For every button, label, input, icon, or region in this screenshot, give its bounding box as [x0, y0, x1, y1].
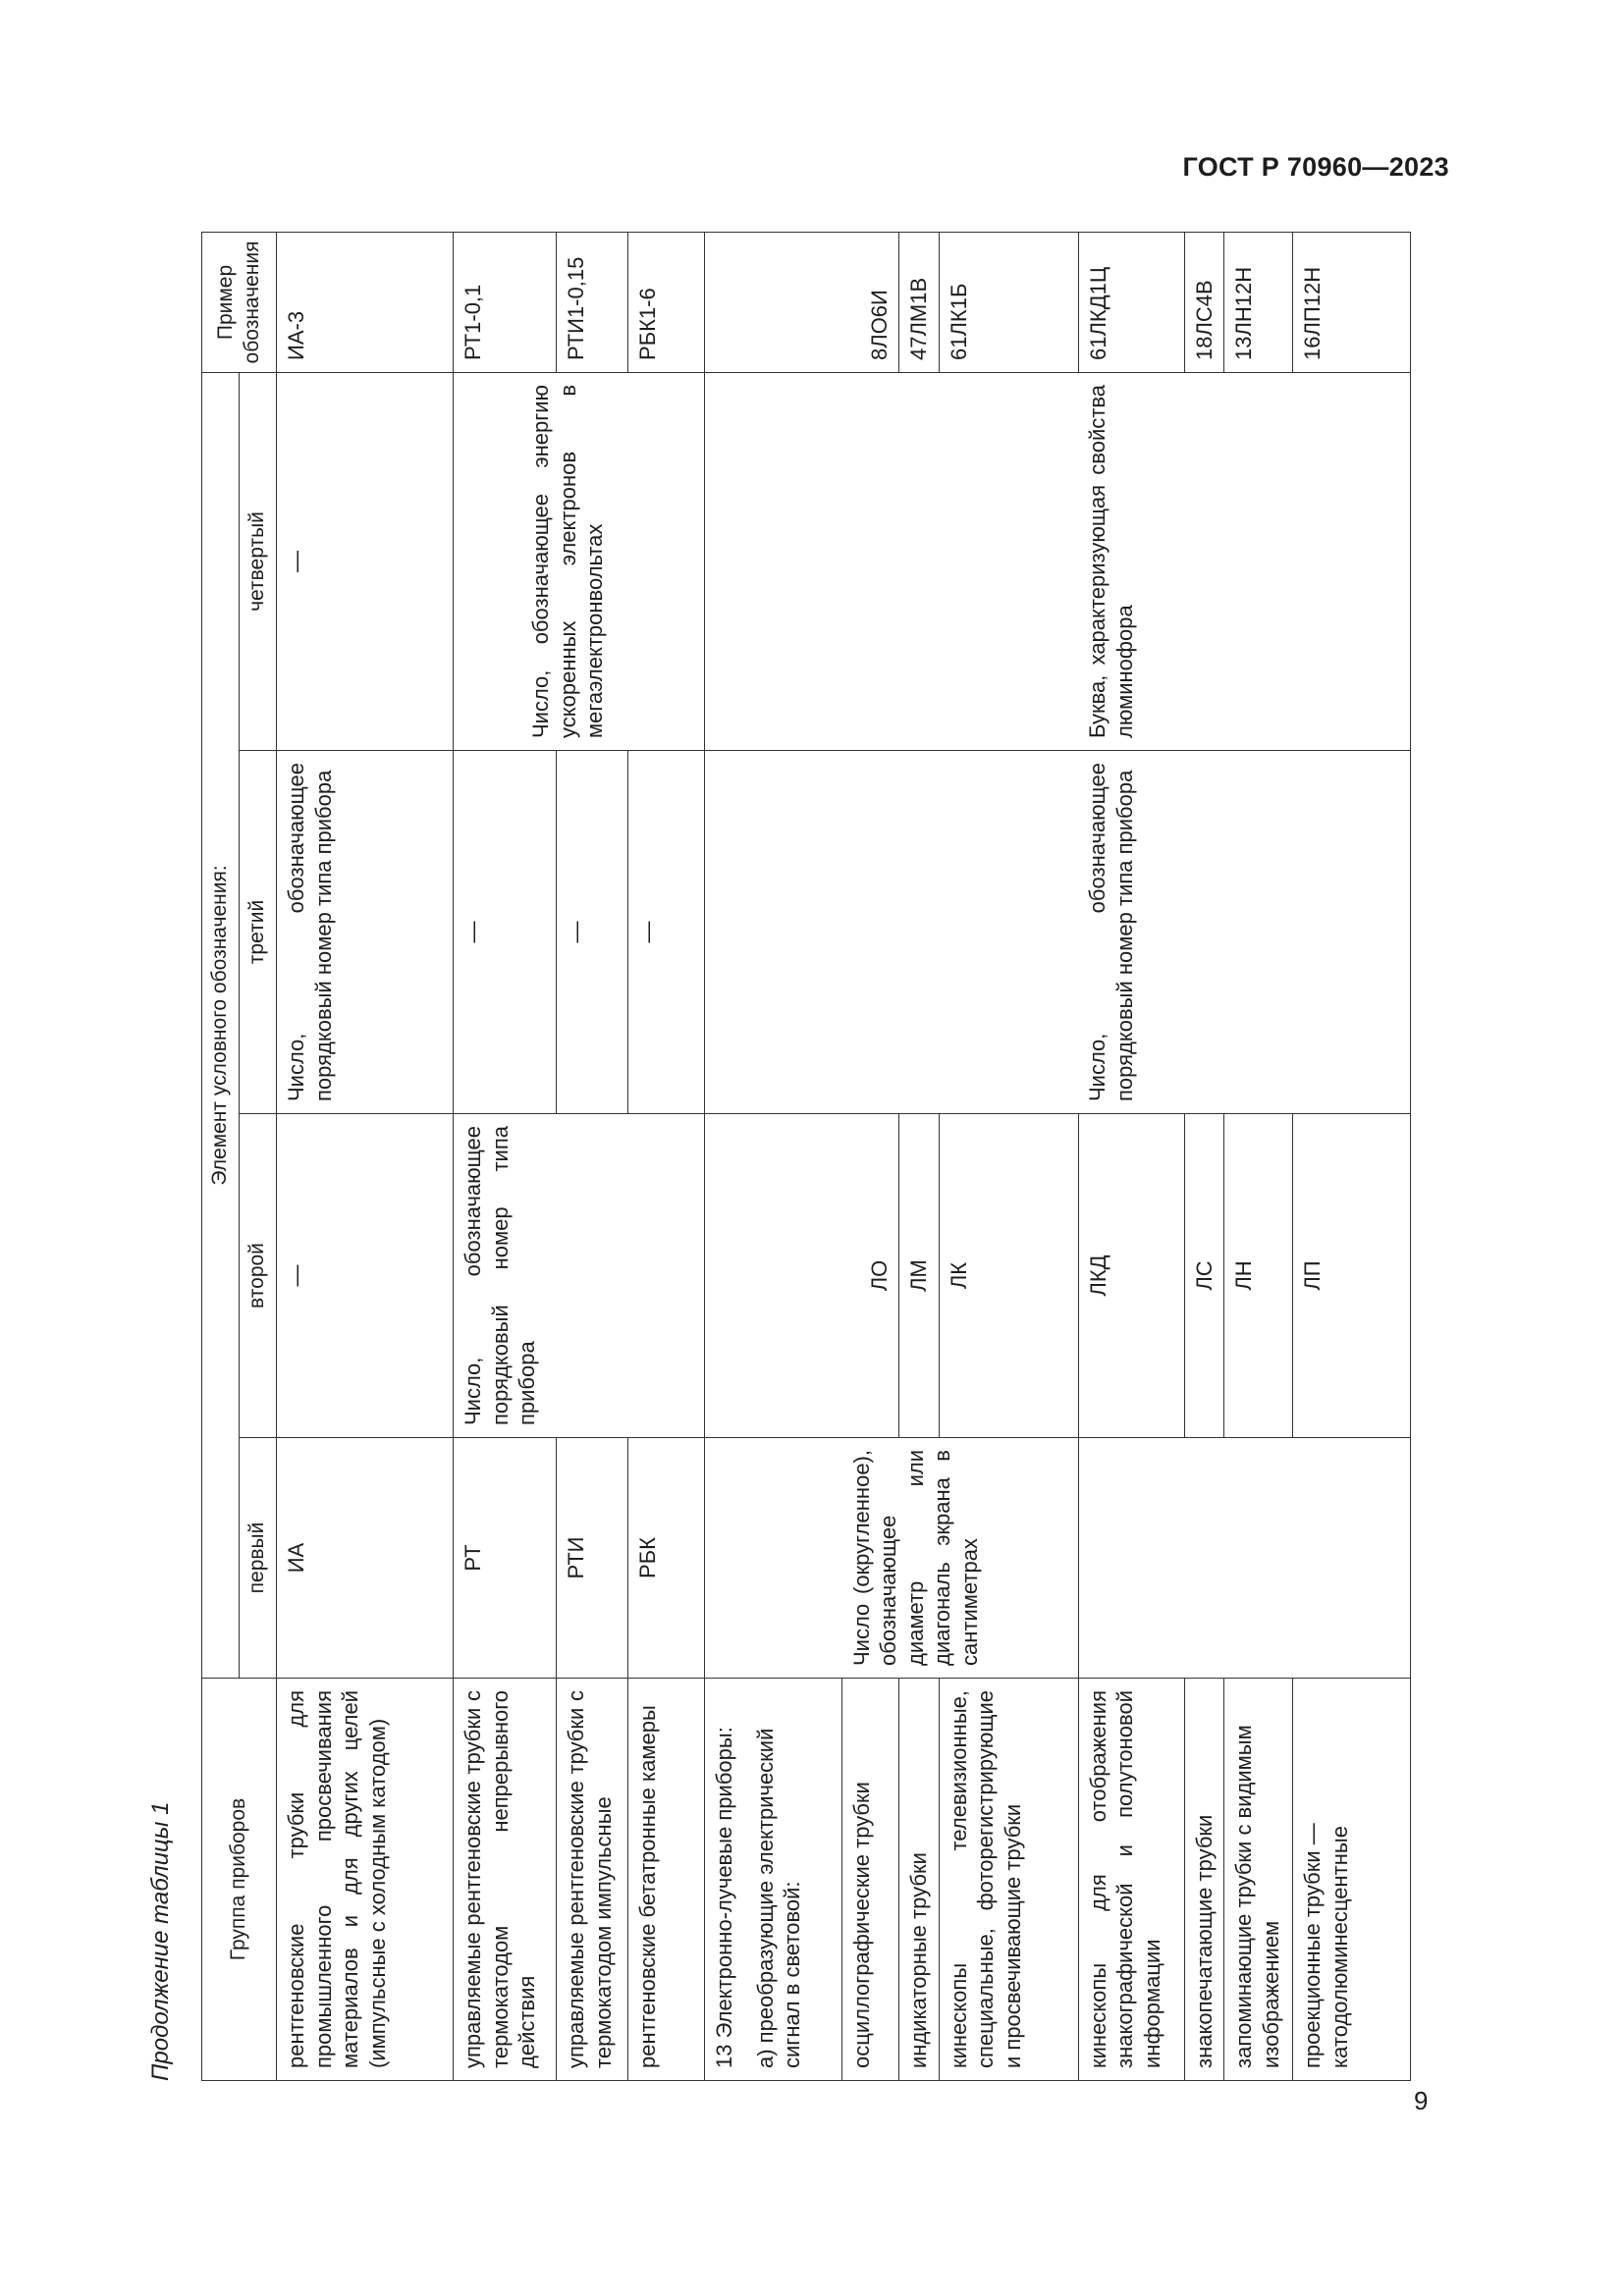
cell-second: Число, обозначающее порядковый номер типа прибора: [454, 1114, 705, 1438]
table-row: [842, 232, 899, 2080]
table-row: [454, 232, 557, 2080]
cell-third-empty: [705, 751, 842, 1114]
cell-group: рентгеновские бетатронные камеры: [628, 1679, 705, 2081]
cell-example: РБК1-6: [628, 232, 705, 372]
cell-example: РТИ1-0,15: [557, 232, 628, 372]
cell-fourth-empty: [705, 372, 842, 750]
cell-second: —: [277, 1114, 454, 1438]
cell-example: РТ1-0,1: [454, 232, 557, 372]
cell-second-empty: [705, 1114, 842, 1438]
cell-example: 47ЛМ1В: [899, 232, 940, 372]
cell-example: 61ЛК1Б: [939, 232, 1078, 372]
cell-group: осциллографические трубки: [842, 1679, 899, 2081]
cell-third: Число, обозначающее порядковый номер типа прибора: [1078, 751, 1411, 1114]
cell-example: 8ЛО6И: [842, 232, 899, 372]
cell-third: —: [454, 751, 557, 1114]
cell-group: управляемые рентгеновские трубки с термокатодом непрерывного действия: [454, 1679, 557, 2081]
cell-group: управляемые рентгеновские трубки с термокатодом импульсные: [557, 1679, 628, 2081]
cell-second: ЛН: [1224, 1114, 1293, 1438]
rotated-page-content: [147, 233, 1424, 2081]
cell-second: ЛС: [1184, 1114, 1224, 1438]
cell-first: РТ: [454, 1438, 557, 1679]
header-second: второй: [240, 1114, 277, 1438]
cell-group: рентгеновские трубки для промышленного просвечивания материалов и для других целей (импульсные с холодным катодом): [277, 1679, 454, 2081]
cell-example: 16ЛП12Н: [1293, 232, 1411, 372]
header-group: Группа приборов: [202, 1679, 277, 2081]
cell-fourth: Число, обозначающее энергию ускоренных электронов в мегаэлектронвольтах: [454, 372, 705, 750]
header-element: Элемент условного обозначения:: [202, 372, 240, 1678]
cell-example: 13ЛН12Н: [1224, 232, 1293, 372]
document-header-standard: ГОСТ Р 70960—2023: [1182, 152, 1449, 182]
cell-group: проекционные трубки — катодолюминесцентные: [1293, 1679, 1411, 2081]
header-third: третий: [240, 751, 277, 1114]
cell-group: кинескопы телевизионные, специальные, фоторегистрирующие и просвечивающие трубки: [939, 1679, 1078, 2081]
cell-first: Число (округленное), обозначающее диаметр или диагональ экрана в сантиметрах: [842, 1438, 1079, 1679]
header-fourth: четвертый: [240, 372, 277, 750]
cell-third: —: [628, 751, 705, 1114]
cell-third: —: [557, 751, 628, 1114]
cell-first: РБК: [628, 1438, 705, 1679]
table-row: [277, 232, 454, 2080]
cell-example: 18ЛС4В: [1184, 232, 1224, 372]
cell-first-empty: [1078, 1438, 1411, 1679]
cell-first: РТИ: [557, 1438, 628, 1679]
section-subtitle: а) преобразующие электрический сигнал в световой:: [752, 1728, 804, 2068]
table-row: [1078, 232, 1184, 2080]
cell-fourth-empty: [842, 372, 1079, 750]
cell-fourth: —: [277, 372, 454, 750]
cell-first: ИА: [277, 1438, 454, 1679]
cell-example: 61ЛКД1Ц: [1078, 232, 1184, 372]
cell-third-empty: [842, 751, 1079, 1114]
cell-example: ИА-3: [277, 232, 454, 372]
page-number: 9: [1414, 2086, 1429, 2115]
cell-group: запоминающие трубки с видимым изображением: [1224, 1679, 1293, 2081]
table-row: [705, 232, 842, 2080]
header-example: Пример обозначения: [202, 232, 277, 372]
table-caption: Продолжение таблицы 1: [147, 1801, 174, 2081]
cell-second: ЛК: [939, 1114, 1078, 1438]
cell-first-empty: [705, 1438, 842, 1679]
cell-second: ЛО: [842, 1114, 899, 1438]
cell-group: знакопечатающие трубки: [1184, 1679, 1224, 2081]
section-title: 13 Электронно-лучевые приборы:: [712, 1727, 736, 2068]
cell-second: ЛМ: [899, 1114, 940, 1438]
cell-third: Число, обозначающее порядковый номер типа прибора: [277, 751, 454, 1114]
cell-example-empty: [705, 232, 842, 372]
cell-second: ЛКД: [1078, 1114, 1184, 1438]
cell-fourth: Буква, характеризующая свойства люминофора: [1078, 372, 1411, 750]
cell-second: ЛП: [1293, 1114, 1411, 1438]
cell-group-section: [705, 1679, 842, 2081]
designation-table: [201, 232, 1411, 2081]
cell-group: кинескопы для отображения знакографической и полутоновой информации: [1078, 1679, 1184, 2081]
header-first: первый: [240, 1438, 277, 1679]
cell-group: индикаторные трубки: [899, 1679, 940, 2081]
